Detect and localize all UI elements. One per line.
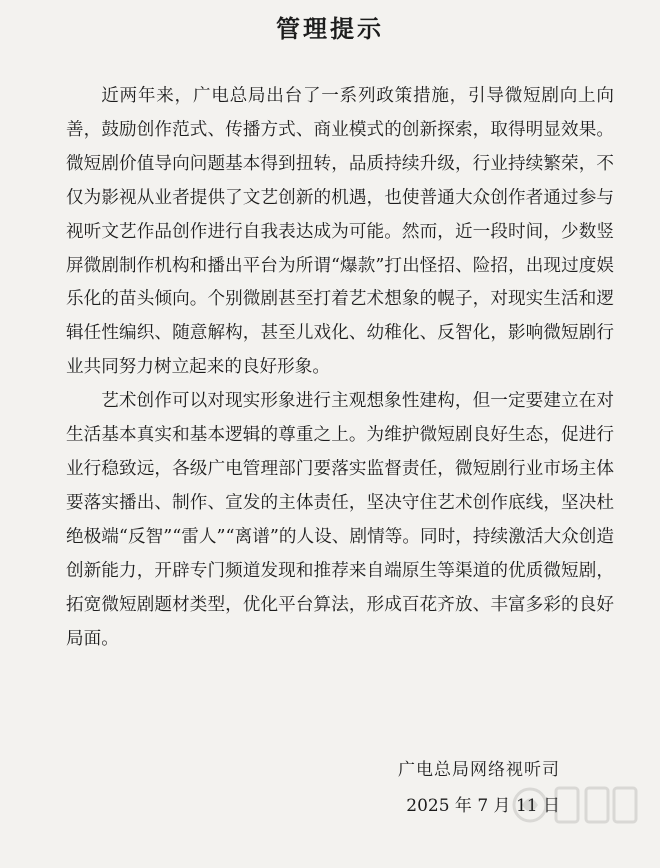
document-body — [66, 80, 614, 656]
issuing-organization: 广电总局网络视听司 — [398, 760, 560, 780]
watermark-logo-icon — [510, 770, 640, 840]
paragraph-1: 近两年来，广电总局出台了一系列政策措施，引导微短剧向上向善，鼓励创作范式、传播方式、商业模式的创新探索，取得明显效果。微短剧价值导向问题基本得到扭转，品质持续升级，行业持续繁荣，不仅为影视从业者提供了文艺创新的机遇，也使普通大众创作者通过参与视听文艺作品创作进行自我表达成为可能。然而，近一段时间，少数竖屏微剧制作机构和播出平台为所谓“爆款”打出怪招、险招，出现过度娱乐化的苗头倾向。个别微剧甚至打着艺术想象的幌子，对现实生活和逻辑任性编织、随意解构，甚至儿戏化、幼稚化、反智化，影响微短剧行业共同努力树立起来的良好形象。 — [66, 86, 614, 378]
document-title: 管理提示 — [276, 15, 384, 43]
paragraph-2: 艺术创作可以对现实形象进行主观想象性建构，但一定要建立在对生活基本真实和基本逻辑的尊重之上。为维护微短剧良好生态，促进行业行稳致远，各级广电管理部门要落实监督责任，微短剧行业市场主体要落实播出、制作、宣发的主体责任，坚决守住艺术创作底线，坚决杜绝极端“反智”“雷人”“离谱”的人设、剧情等。同时，持续激活大众创造创新能力，开辟专门频道发现和推荐来自端原生等渠道的优质微短剧，拓宽微短剧题材类型，优化平台算法，形成百花齐放、丰富多彩的良好局面。 — [66, 391, 614, 649]
issue-date: 2025 年 7 月 11 日 — [406, 796, 560, 816]
